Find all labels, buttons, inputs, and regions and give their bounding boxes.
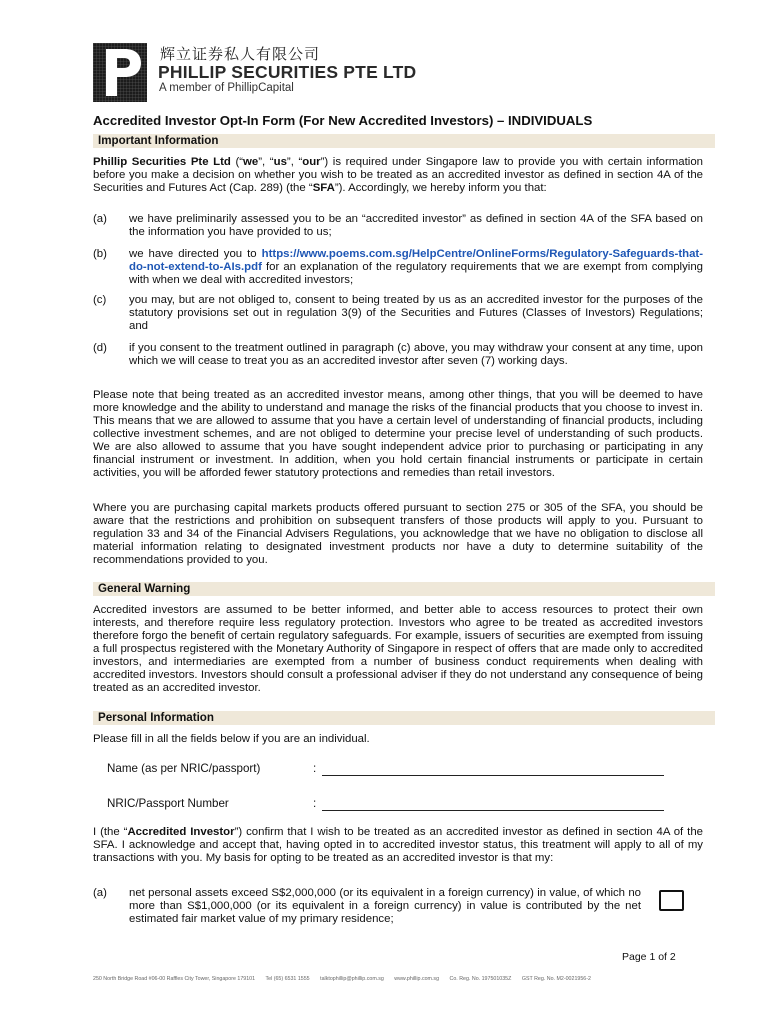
field-colon: : — [313, 762, 317, 775]
general-warning-header — [93, 582, 715, 596]
personal-information-header — [93, 711, 715, 725]
nric-field-label: NRIC/Passport Number — [107, 797, 229, 810]
intro-paragraph — [93, 156, 703, 195]
name-field-label: Name (as per NRIC/passport) — [107, 762, 261, 775]
term-we: we — [243, 156, 259, 168]
footer-email[interactable]: talktophillip@phillip.com.sg — [320, 976, 384, 982]
footer-address: 250 North Bridge Road #06-00 Raffles City Tower, Singapore 179101 — [93, 976, 256, 982]
company-chinese-name: 辉立证券私人有限公司 — [160, 45, 321, 63]
section-heading: Personal Information — [98, 711, 214, 724]
footer-tel: Tel (65) 6531 1555 — [265, 976, 310, 982]
term-us: us — [273, 156, 287, 168]
list-marker: (a) — [93, 887, 107, 899]
list-marker: (a) — [93, 213, 107, 225]
field-colon: : — [313, 797, 317, 810]
nric-input-line[interactable] — [322, 810, 664, 811]
member-tagline: A member of PhillipCapital — [159, 82, 294, 94]
list-item-text: we have preliminarily assessed you to be an “accredited investor” as defined in section 4A of the SFA based on the information you have provided to us; — [129, 213, 703, 238]
footer — [93, 976, 600, 982]
personal-info-instruction: Please fill in all the fields below if you are an individual. — [93, 733, 370, 745]
intro-text: ”, “ — [286, 156, 303, 168]
general-warning-text: Accredited investors are assumed to be better informed, and better able to access resources to protect their own interests, and therefore require less regulatory protection. Investors who agree to be treated as accredited investors therefore forgo the benefit of certain regulatory safeguards. For example, issuers of securities are exempted from issuing a full prospectus registered with the Monetary Authority of Singapore in respect of offers that are made only to accredited investors, and intermediaries are exempted from a number of business conduct requirements when dealing with accredited investors. Investors should consult a professional adviser if they do not understand any consequence of being treated as an accredited investor. — [93, 604, 703, 694]
restrictions-paragraph: Where you are purchasing capital markets products offered pursuant to section 275 or 305 of the SFA, you should be aware that the restrictions and prohibition on subsequent transfers of those products will apply to you. Pursuant to regulation 33 and 34 of the Financial Advisers Regulations, you acknowledge that we have no obligation to disclose all material information relating to designated investment products nor have a duty to determine suitability of the recommendations provided to you. — [93, 502, 703, 566]
list-item-text: if you consent to the treatment outlined in paragraph (c) above, you may withdraw your consent at any time, upon which we will cease to treat you as an accredited investor after seven (7) working days. — [129, 342, 703, 367]
footer-website[interactable]: www.phillip.com.sg — [394, 976, 440, 982]
form-title: Accredited Investor Opt-In Form (For New Accredited Investors) – INDIVIDUALS — [93, 113, 593, 128]
term-sfa: SFA — [312, 182, 335, 194]
intro-text: ”, “ — [258, 156, 274, 168]
section-heading: General Warning — [98, 582, 191, 595]
declaration-text: I (the “ — [93, 826, 128, 838]
basis-item-text: net personal assets exceed S$2,000,000 (or its equivalent in a foreign currency) in value, of which no more than S$1,000,000 (or its equivalent in a foreign currency) in value is contributed by the net estimated fair market value of my primary residence; — [129, 887, 641, 925]
declaration-text: ”) confirm that I wish to be treated as an accredited investor as defined in section 4A of the SFA. I acknowledge and accept that, having opted in to accredited investor status, this treatment will apply to all of my transactions with you. My basis for opting to be treated as an accredited investor is that my: — [93, 826, 703, 864]
intro-text: ”) is required under Singapore law to provide you with certain information before you make a decision on whether you wish to be treated as an accredited investor as defined in section 4A of the Securities and Futures Act (Cap. 289) (the “ — [93, 156, 703, 194]
list-item-text: we have directed you to — [129, 248, 262, 260]
name-input-line[interactable] — [322, 775, 664, 776]
important-information-header — [93, 134, 715, 148]
list-item-text — [129, 248, 703, 287]
page-number: Page 1 of 2 — [622, 951, 676, 963]
declaration-paragraph — [93, 826, 703, 865]
list-marker: (b) — [93, 248, 107, 260]
list-marker: (d) — [93, 342, 107, 354]
basis-a-checkbox[interactable] — [659, 890, 684, 911]
company-name: PHILLIP SECURITIES PTE LTD — [158, 62, 417, 82]
section-heading: Important Information — [98, 134, 219, 147]
intro-text: (“ — [230, 156, 244, 168]
intro-text: ”). Accordingly, we hereby inform you that: — [334, 182, 547, 194]
list-item-text: you may, but are not obliged to, consent to being treated by us as an accredited investor for the purposes of the statutory provisions set out in regulation 3(9) of the Securities and Futures (Classes of Investors) Regulations; and — [129, 294, 703, 332]
treatment-paragraph: Please note that being treated as an accredited investor means, among other things, that you will be deemed to have more knowledge and the ability to understand and manage the risks of the financial products that you choose to invest in. This means that we are allowed to assume that you have a certain level of understanding of financial products, including collective investment schemes, and are not obliged to determine your precise level of understanding of such products. We are also allowed to assume that you have sought independent advice prior to purchasing or participating in any financial instrument or investment. In addition, when you hold certain financial instruments or participate in certain activities, you will be afforded fewer statutory protections and remedies than retail investors. — [93, 389, 703, 479]
term-our: our — [302, 156, 321, 168]
list-marker: (c) — [93, 294, 107, 306]
phillip-logo-icon — [93, 43, 147, 102]
footer-co-reg: Co. Reg. No. 197501035Z — [449, 976, 512, 982]
company-name-bold: Phillip Securities Pte Ltd — [93, 156, 231, 168]
list-item-text: for an explanation of the regulatory requirements that we are exempt from complying with when we deal with accredited investors; — [129, 261, 703, 286]
term-accredited-investor: Accredited Investor — [127, 826, 235, 838]
footer-gst-reg: GST Reg. No. M2-0021956-2 — [521, 976, 591, 982]
regulatory-safeguards-link[interactable]: https://www.poems.com.sg/HelpCentre/OnlineForms/Regulatory-Safeguards-that-do-not-extend-to-AIs.pdf — [129, 248, 703, 273]
